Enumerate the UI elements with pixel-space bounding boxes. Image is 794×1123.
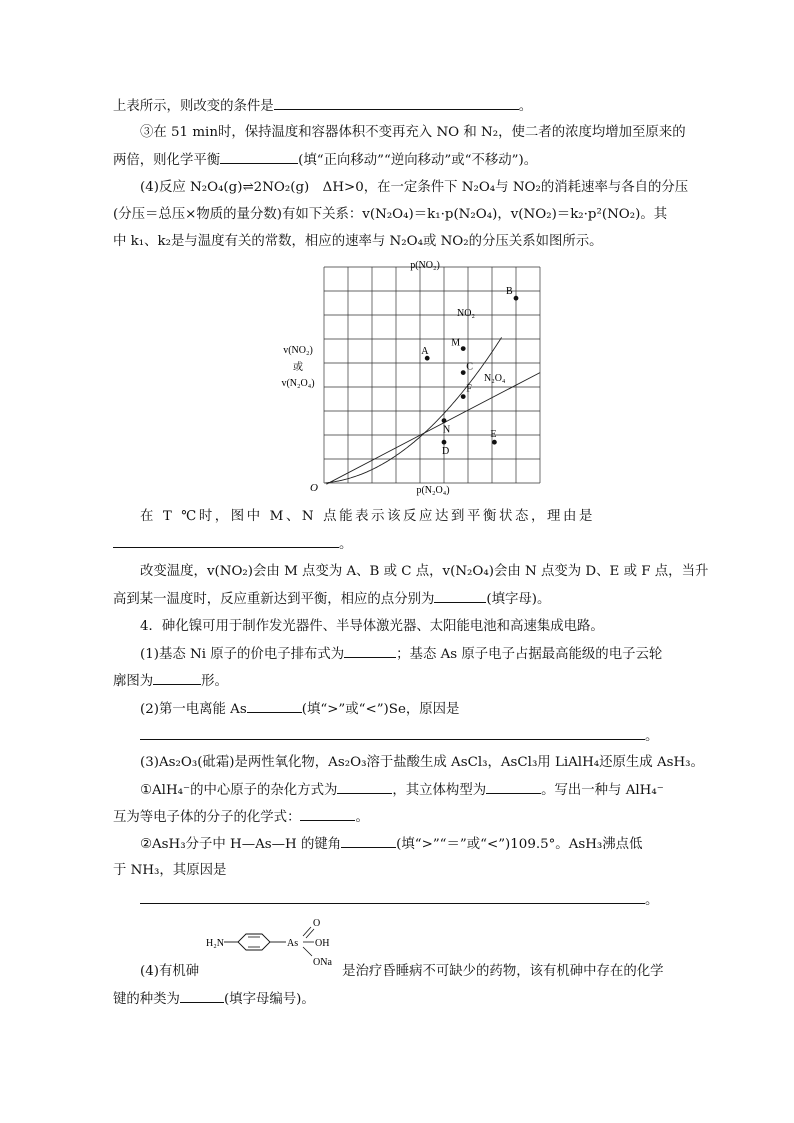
chart-ylabel-3: v(N₂O₄) <box>281 378 315 389</box>
point-label-B: B <box>506 286 513 298</box>
text-line: 。 <box>140 890 720 911</box>
point-C <box>461 370 466 375</box>
text-line: (分压＝总压×物质的量分数)有如下关系：v(N₂O₄)＝k₁·p(N₂O₄)，v(NO₂)＝k₂·p²(NO₂)。其 <box>113 207 668 222</box>
mol-as: As <box>287 938 299 949</box>
point-label-M: M <box>451 337 461 349</box>
answer-blank[interactable] <box>486 780 541 794</box>
text-line: 互为等电子体的分子的化学式： 。 <box>113 807 693 828</box>
text-line: 。 <box>140 726 720 747</box>
text-line: ①AlH₄⁻的中心原子的杂化方式为 ，其立体构型为 。写出一种与 AlH₄⁻ <box>140 780 720 801</box>
answer-blank[interactable] <box>180 989 224 1003</box>
point-label-F: F <box>466 383 472 395</box>
text-line: 改变温度，v(NO₂)会由 M 点变为 A、B 或 C 点，v(N₂O₄)会由 N 点变为 D、E 或 F 点，当升 <box>140 564 709 579</box>
point-label-D: D <box>442 446 450 458</box>
chart-origin: O <box>310 482 318 494</box>
text-line: 廓图为 形。 <box>113 671 693 692</box>
answer-blank[interactable] <box>220 150 298 164</box>
chart-bottom-label: p(N₂O₄) <box>416 485 450 496</box>
answer-blank[interactable] <box>153 671 201 685</box>
answer-blank[interactable] <box>341 834 396 848</box>
point-B <box>514 296 519 301</box>
text-line: 于 NH₃，其原因是 <box>113 863 227 878</box>
rate-pressure-chart <box>270 255 560 500</box>
point-D <box>442 440 447 445</box>
text-line: (4)反应 N₂O₄(g)⇌2NO₂(g) ΔH>0，在一定条件下 N₂O₄与 NO₂的消耗速率与各自的分压 <box>140 180 689 195</box>
text-line: 两倍，则化学平衡 (填“正向移动”“逆向移动”或“不移动”)。 <box>113 150 693 171</box>
point-label-A: A <box>421 346 429 358</box>
series-label-no2: NO₂ <box>457 308 475 319</box>
answer-blank[interactable] <box>113 534 339 548</box>
text-line: 上表所示，则改变的条件是 。 <box>113 96 693 117</box>
point-label-E: E <box>490 429 497 441</box>
point-label-N: N <box>443 424 451 436</box>
point-label-C: C <box>466 361 473 373</box>
answer-blank[interactable] <box>337 780 392 794</box>
mol-oh: OH <box>315 938 330 949</box>
series-label-n2o4: N₂O₄ <box>484 373 506 384</box>
point-M <box>461 346 466 351</box>
mol-nh2: H₂N <box>206 938 224 949</box>
question-title: 4．砷化镍可用于制作发光器件、半导体激光器、太阳能电池和高速集成电路。 <box>140 619 604 634</box>
chart-grid <box>324 267 540 483</box>
text-line: (1)基态 Ni 原子的价电子排布式为 ；基态 As 原子电子占据最高能级的电子云轮 <box>140 644 720 665</box>
series-curve-no2 <box>325 337 501 483</box>
benzene-ring <box>238 934 270 950</box>
text-line: ③在 51 min时，保持温度和容器体积不变再充入 NO 和 N₂，使二者的浓度均增加至原来的 <box>140 125 686 140</box>
chart-top-label: p(NO₂) <box>410 260 440 271</box>
mol-ona: ONa <box>313 957 332 968</box>
text-line: (3)As₂O₃(砒霜)是两性氧化物，As₂O₃溶于盐酸生成 AsCl₃，AsCl₃用 LiAlH₄还原生成 AsH₃。 <box>140 755 704 770</box>
point-E <box>492 440 497 445</box>
chart-ylabel-2: 或 <box>293 362 303 373</box>
text-line: (4)有机砷 是治疗昏睡病不可缺少的药物，该有机砷中存在的化学 <box>140 964 664 979</box>
text-line: 中 k₁、k₂是与温度有关的常数，相应的速率与 N₂O₄或 NO₂的分压关系如图所示。 <box>113 234 603 249</box>
answer-blank[interactable] <box>274 96 519 110</box>
answer-blank[interactable] <box>140 890 645 904</box>
mol-o: O <box>313 918 321 929</box>
point-N <box>442 418 447 423</box>
text-line: 高到某一温度时，反应重新达到平衡，相应的点分别为 (填字母)。 <box>113 589 693 610</box>
series-line-n2o4 <box>326 373 540 485</box>
answer-blank[interactable] <box>140 726 645 740</box>
answer-blank[interactable] <box>344 644 396 658</box>
text-line: 。 <box>113 534 693 555</box>
point-F <box>461 394 466 399</box>
text-line: ②AsH₃分子中 H—As—H 的键角 (填“>”“＝”或“<”)109.5°。AsH₃沸点低 <box>140 834 720 855</box>
text-line: 键的种类为 (填字母编号)。 <box>113 989 693 1010</box>
chart-ylabel-1: v(NO₂) <box>283 345 313 356</box>
text-line: 在 T ℃时，图中 M、N 点能表示该反应达到平衡状态，理由是 <box>140 509 595 524</box>
answer-blank[interactable] <box>434 589 486 603</box>
answer-blank[interactable] <box>247 699 302 713</box>
answer-blank[interactable] <box>300 807 355 821</box>
text-line: (2)第一电离能 As (填“>”或“<”)Se，原因是 <box>140 699 720 720</box>
